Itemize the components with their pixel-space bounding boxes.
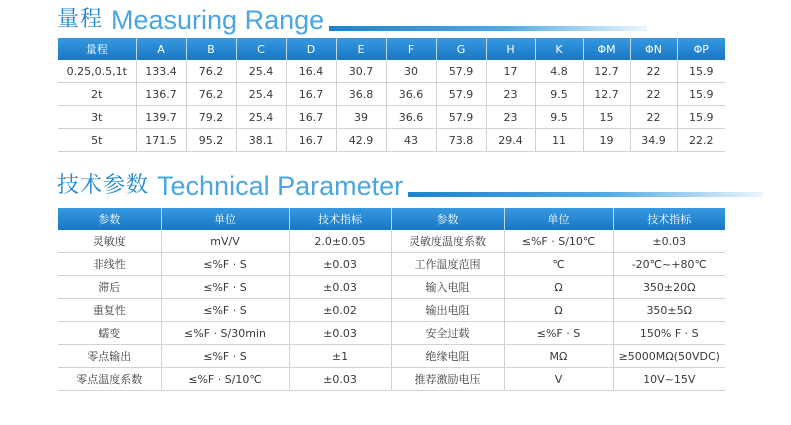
column-header: 参数 xyxy=(58,208,161,230)
table-cell: 16.7 xyxy=(286,83,336,106)
table-cell: 133.4 xyxy=(136,60,186,83)
table-cell: Ω xyxy=(504,276,613,299)
column-header: 量程 xyxy=(58,38,136,60)
table-cell: 23 xyxy=(486,106,535,129)
table-cell: 34.9 xyxy=(630,129,677,152)
measuring-range-heading xyxy=(57,6,647,34)
table-cell: mV/V xyxy=(161,230,289,253)
table-cell: 15 xyxy=(583,106,630,129)
table-cell: 16.4 xyxy=(286,60,336,83)
table-header-row xyxy=(58,208,725,230)
table-cell: ℃ xyxy=(504,253,613,276)
table-cell: 4.8 xyxy=(535,60,583,83)
table-cell: 零点温度系数 xyxy=(58,368,161,391)
table-cell: 15.9 xyxy=(677,60,725,83)
column-header: H xyxy=(486,38,535,60)
table-cell: 42.9 xyxy=(336,129,386,152)
table-cell: ±0.03 xyxy=(613,230,725,253)
table-cell: 输出电阻 xyxy=(391,299,504,322)
table-cell: ≥5000MΩ(50VDC) xyxy=(613,345,725,368)
table-cell: 22.2 xyxy=(677,129,725,152)
table-cell: 重复性 xyxy=(58,299,161,322)
table-row xyxy=(58,60,725,83)
table-row xyxy=(58,322,725,345)
table-cell: 57.9 xyxy=(436,106,486,129)
table-header-row xyxy=(58,38,725,60)
table-cell: 2.0±0.05 xyxy=(289,230,391,253)
section-title-en: Technical Parameter xyxy=(157,171,404,201)
table-cell: 15.9 xyxy=(677,106,725,129)
table-cell: -20℃~+80℃ xyxy=(613,253,725,276)
table-cell: ≤%F · S xyxy=(504,322,613,345)
column-header: B xyxy=(186,38,236,60)
table-cell: ≤%F · S xyxy=(161,345,289,368)
table-cell: ≤%F · S/10℃ xyxy=(504,230,613,253)
table-cell: 9.5 xyxy=(535,83,583,106)
table-cell: 22 xyxy=(630,106,677,129)
table-cell: ≤%F · S/30min xyxy=(161,322,289,345)
table-cell: 350±20Ω xyxy=(613,276,725,299)
table-row xyxy=(58,345,725,368)
technical-parameter-heading xyxy=(57,172,763,200)
table-cell: 16.7 xyxy=(286,106,336,129)
table-cell: 安全过载 xyxy=(391,322,504,345)
table-cell: 25.4 xyxy=(236,106,286,129)
table-cell: 73.8 xyxy=(436,129,486,152)
table-cell: 9.5 xyxy=(535,106,583,129)
table-cell: 43 xyxy=(386,129,436,152)
table-cell: 0.25,0.5,1t xyxy=(58,60,136,83)
table-cell: 76.2 xyxy=(186,60,236,83)
table-cell: 绝缘电阻 xyxy=(391,345,504,368)
table-cell: 19 xyxy=(583,129,630,152)
table-cell: 工作温度范围 xyxy=(391,253,504,276)
column-header: E xyxy=(336,38,386,60)
table-cell: 2t xyxy=(58,83,136,106)
table-cell: 12.7 xyxy=(583,83,630,106)
table-cell: 36.6 xyxy=(386,83,436,106)
table-cell: 12.7 xyxy=(583,60,630,83)
table-cell: 灵敏度 xyxy=(58,230,161,253)
table-row xyxy=(58,299,725,322)
column-header: 技术指标 xyxy=(289,208,391,230)
table-row xyxy=(58,129,725,152)
table-cell: 76.2 xyxy=(186,83,236,106)
column-header: D xyxy=(286,38,336,60)
column-header: G xyxy=(436,38,486,60)
table-row xyxy=(58,83,725,106)
table-cell: 39 xyxy=(336,106,386,129)
table-cell: 5t xyxy=(58,129,136,152)
column-header: 单位 xyxy=(504,208,613,230)
table-cell: ±0.03 xyxy=(289,253,391,276)
table-cell: 30 xyxy=(386,60,436,83)
table-cell: ±0.03 xyxy=(289,322,391,345)
table-cell: ±0.02 xyxy=(289,299,391,322)
table-cell: 15.9 xyxy=(677,83,725,106)
title-underline xyxy=(329,26,647,31)
section-title-zh: 技术参数 xyxy=(57,173,150,198)
table-cell: Ω xyxy=(504,299,613,322)
table-cell: 25.4 xyxy=(236,60,286,83)
table-cell: ≤%F · S xyxy=(161,276,289,299)
table-cell: 3t xyxy=(58,106,136,129)
table-cell: 零点输出 xyxy=(58,345,161,368)
table-cell: 36.8 xyxy=(336,83,386,106)
table-cell: 11 xyxy=(535,129,583,152)
measuring-range-table xyxy=(58,38,725,152)
section-title-en: Measuring Range xyxy=(111,5,325,35)
table-cell: 推荐激励电压 xyxy=(391,368,504,391)
table-cell: 171.5 xyxy=(136,129,186,152)
column-header: F xyxy=(386,38,436,60)
table-cell: 95.2 xyxy=(186,129,236,152)
table-cell: 57.9 xyxy=(436,60,486,83)
table-cell: ±1 xyxy=(289,345,391,368)
table-row xyxy=(58,230,725,253)
technical-parameter-table xyxy=(58,208,725,391)
table-cell: 57.9 xyxy=(436,83,486,106)
column-header: 技术指标 xyxy=(613,208,725,230)
table-cell: ≤%F · S xyxy=(161,299,289,322)
section-title-zh: 量程 xyxy=(57,7,104,32)
table-cell: 79.2 xyxy=(186,106,236,129)
table-cell: ≤%F · S/10℃ xyxy=(161,368,289,391)
table-cell: 30.7 xyxy=(336,60,386,83)
table-row xyxy=(58,276,725,299)
column-header: 单位 xyxy=(161,208,289,230)
table-cell: 38.1 xyxy=(236,129,286,152)
table-cell: 23 xyxy=(486,83,535,106)
column-header: K xyxy=(535,38,583,60)
column-header: A xyxy=(136,38,186,60)
table-cell: 17 xyxy=(486,60,535,83)
table-cell: 29.4 xyxy=(486,129,535,152)
table-cell: 36.6 xyxy=(386,106,436,129)
column-header: C xyxy=(236,38,286,60)
column-header: ΦP xyxy=(677,38,725,60)
table-cell: 350±5Ω xyxy=(613,299,725,322)
table-cell: 150% F · S xyxy=(613,322,725,345)
table-cell: 22 xyxy=(630,60,677,83)
table-row xyxy=(58,368,725,391)
table-cell: 22 xyxy=(630,83,677,106)
table-cell: 滞后 xyxy=(58,276,161,299)
table-cell: MΩ xyxy=(504,345,613,368)
title-underline xyxy=(408,192,763,197)
table-cell: ≤%F · S xyxy=(161,253,289,276)
table-cell: 16.7 xyxy=(286,129,336,152)
table-cell: V xyxy=(504,368,613,391)
table-cell: 139.7 xyxy=(136,106,186,129)
table-row xyxy=(58,106,725,129)
table-cell: 输入电阻 xyxy=(391,276,504,299)
table-cell: 灵敏度温度系数 xyxy=(391,230,504,253)
table-cell: ±0.03 xyxy=(289,276,391,299)
table-cell: 136.7 xyxy=(136,83,186,106)
table-cell: 蠕变 xyxy=(58,322,161,345)
column-header: ΦM xyxy=(583,38,630,60)
column-header: 参数 xyxy=(391,208,504,230)
table-cell: ±0.03 xyxy=(289,368,391,391)
table-row xyxy=(58,253,725,276)
table-cell: 非线性 xyxy=(58,253,161,276)
table-cell: 25.4 xyxy=(236,83,286,106)
table-cell: 10V~15V xyxy=(613,368,725,391)
column-header: ΦN xyxy=(630,38,677,60)
